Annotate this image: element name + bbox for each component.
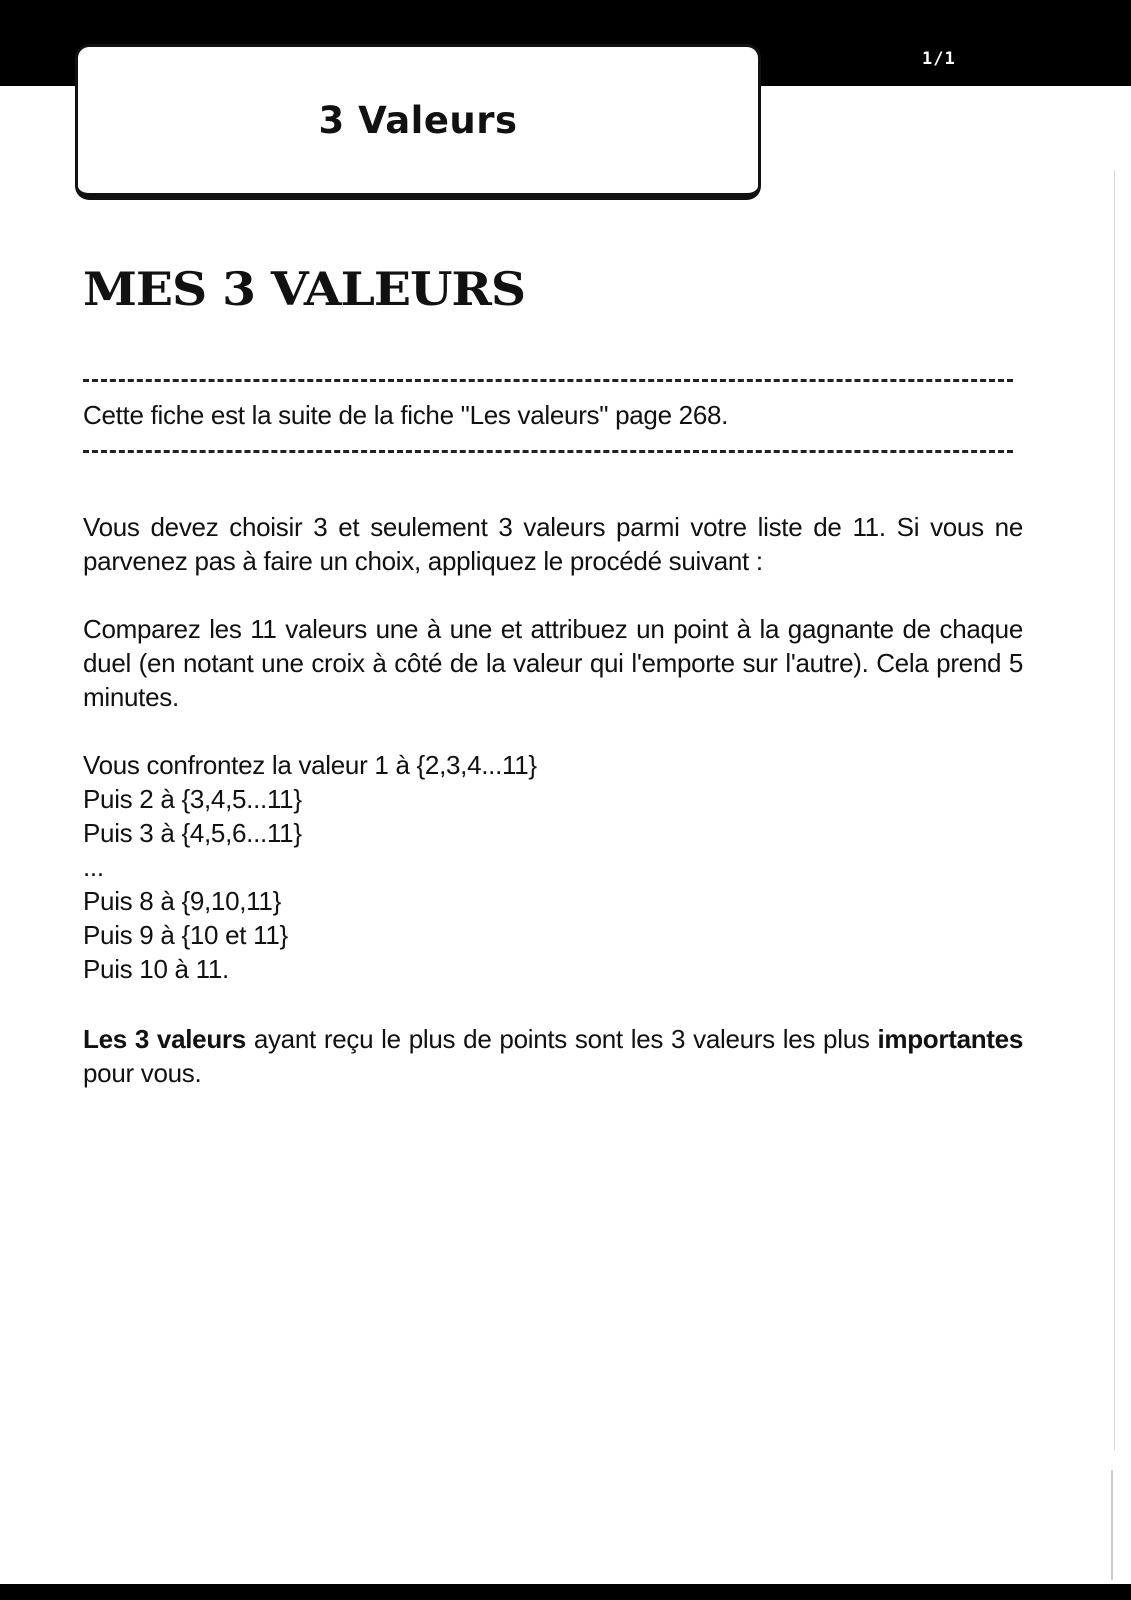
step-line: ... bbox=[83, 852, 104, 882]
step-line: Vous confrontez la valeur 1 à {2,3,4...11} bbox=[83, 750, 537, 780]
page-edge-line bbox=[1114, 170, 1115, 1450]
step-line: Puis 8 à {9,10,11} bbox=[83, 886, 281, 916]
comparison-steps bbox=[83, 748, 537, 986]
conclusion-bold-2: importantes bbox=[877, 1024, 1023, 1054]
right-page-edge bbox=[1115, 0, 1131, 1600]
page-edge-line-lower bbox=[1111, 1470, 1113, 1580]
step-line: Puis 10 à 11. bbox=[83, 954, 229, 984]
right-edge-top bbox=[1115, 0, 1131, 86]
page-counter: 1/1 bbox=[922, 49, 956, 69]
conclusion-paragraph bbox=[83, 1022, 1023, 1090]
conclusion-text-1: ayant reçu le plus de points sont les 3 valeurs les plus bbox=[245, 1024, 878, 1054]
title-box bbox=[75, 44, 761, 200]
conclusion-bold-1: Les 3 valeurs bbox=[83, 1024, 246, 1054]
dashed-divider-bottom bbox=[83, 450, 1013, 453]
reference-note: Cette fiche est la suite de la fiche "Les valeurs" page 268. bbox=[83, 400, 729, 430]
conclusion-text-2: pour vous. bbox=[83, 1058, 202, 1088]
dashed-divider-top bbox=[83, 379, 1013, 382]
step-line: Puis 3 à {4,5,6...11} bbox=[83, 818, 302, 848]
title-box-text: 3 Valeurs bbox=[318, 99, 518, 142]
step-line: Puis 9 à {10 et 11} bbox=[83, 920, 288, 950]
bottom-bar bbox=[0, 1584, 1131, 1600]
instruction-paragraph: Vous devez choisir 3 et seulement 3 valeurs parmi votre liste de 11. Si vous ne parvenez pas à faire un choix, appliquez le procédé suivant : bbox=[83, 512, 1023, 576]
step-line: Puis 2 à {3,4,5...11} bbox=[83, 784, 302, 814]
main-heading: MES 3 VALEURS bbox=[83, 262, 526, 316]
procedure-paragraph: Comparez les 11 valeurs une à une et attribuez un point à la gagnante de chaque duel (en notant une croix à côté de la valeur qui l'emporte sur l'autre). Cela prend 5 minutes. bbox=[83, 614, 1023, 712]
